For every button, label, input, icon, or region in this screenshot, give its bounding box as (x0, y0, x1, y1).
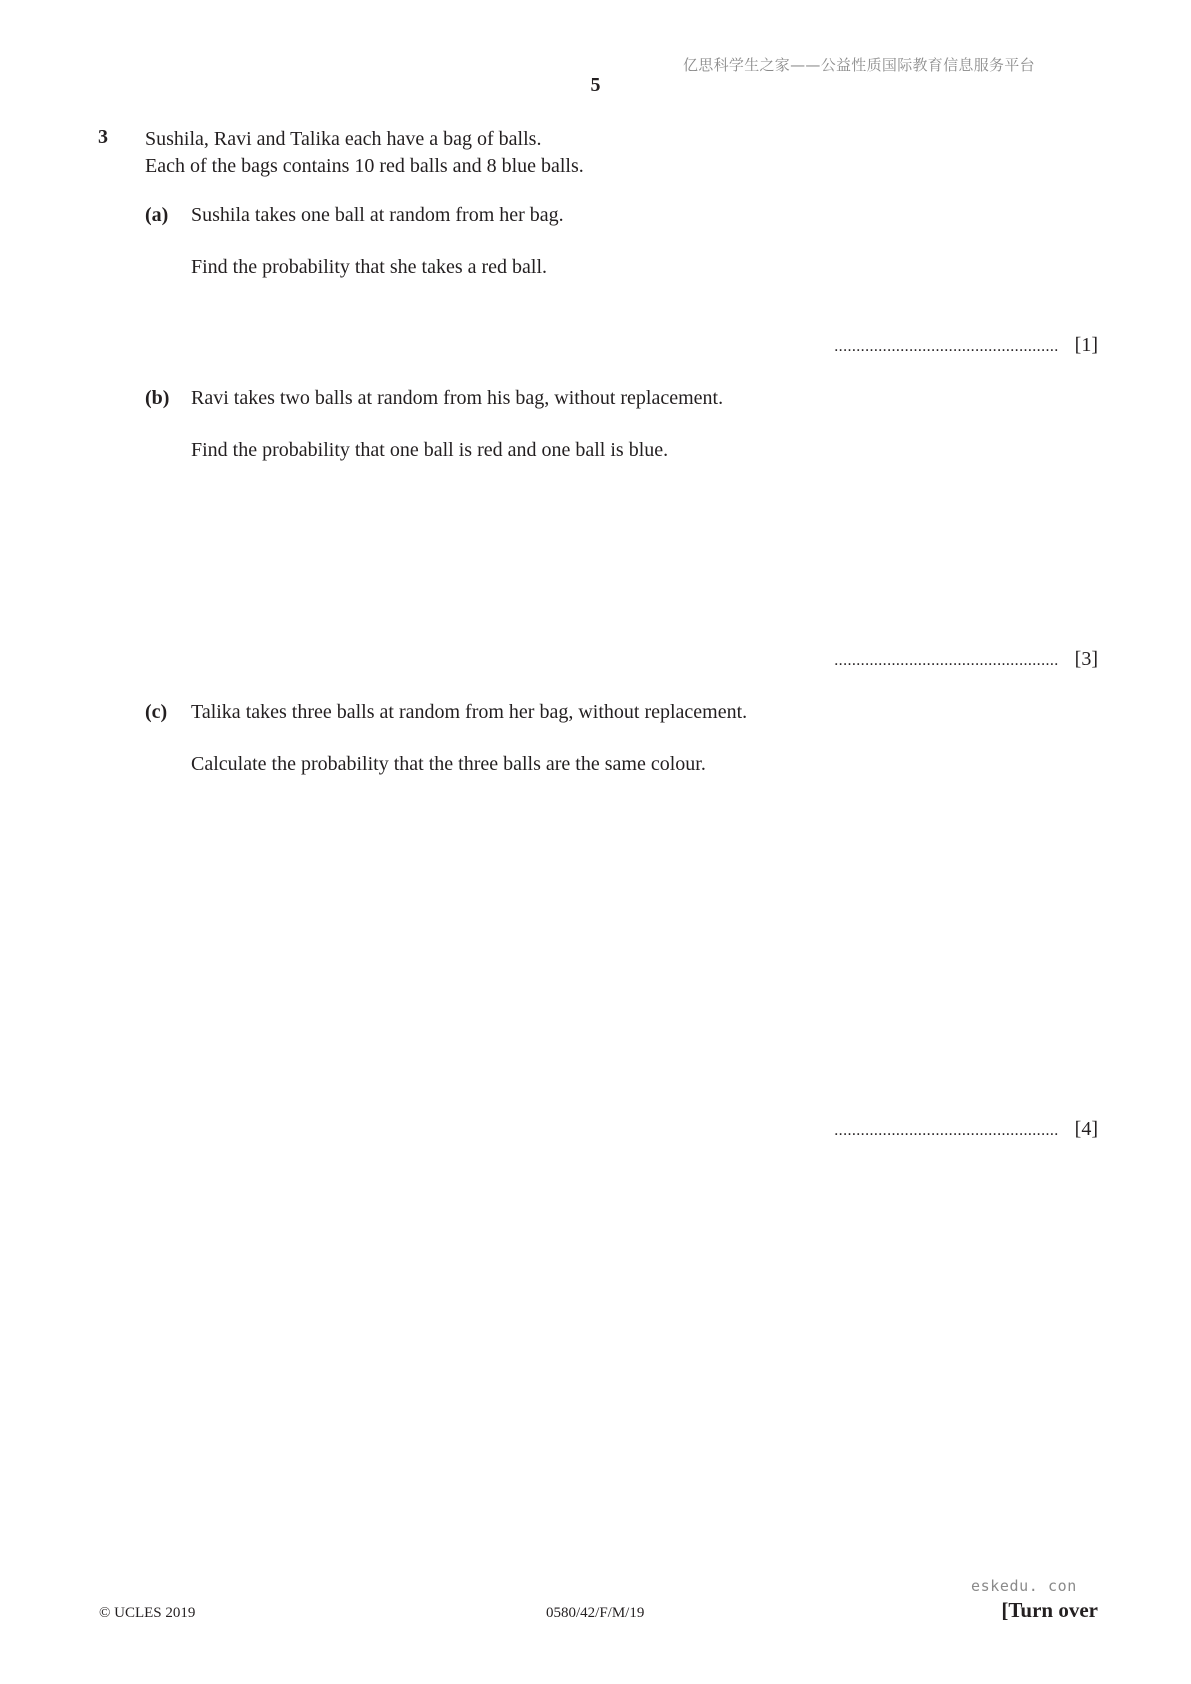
part-b-text-1: Ravi takes two balls at random from his bag, without replacement. (191, 387, 724, 409)
part-a-label: (a) (145, 204, 169, 226)
part-a-answer-line[interactable] (91, 334, 1191, 360)
part-b-answer-line[interactable] (91, 648, 1191, 674)
footer-copyright: © UCLES 2019 (99, 1605, 196, 1621)
part-b-text-2: Find the probability that one ball is red and one ball is blue. (191, 439, 669, 461)
part-c-text-1: Talika takes three balls at random from her bag, without replacement. (191, 701, 748, 723)
part-c-answer-dots[interactable]: ................................................... (834, 1122, 1059, 1139)
header-watermark: 亿思科学生之家——公益性质国际教育信息服务平台 (683, 56, 1035, 74)
footer-paper-code: 0580/42/F/M/19 (546, 1605, 645, 1621)
question-stem (145, 126, 584, 180)
part-c-label: (c) (145, 701, 168, 723)
part-c-answer-line[interactable] (91, 1118, 1191, 1144)
part-a-text-1: Sushila takes one ball at random from her bag. (191, 204, 564, 226)
part-a-marks: [1] (1074, 334, 1098, 356)
part-c-text-2: Calculate the probability that the three balls are the same colour. (191, 753, 706, 775)
question-stem-line-2: Each of the bags contains 10 red balls and 8 blue balls. (145, 155, 584, 177)
turn-over-label: [Turn over (1001, 1598, 1098, 1622)
part-a-text-2: Find the probability that she takes a red ball. (191, 256, 548, 278)
question-stem-line-1: Sushila, Ravi and Talika each have a bag of balls. (145, 128, 542, 150)
page-number: 5 (590, 74, 601, 96)
part-b-label: (b) (145, 387, 170, 409)
question-number: 3 (98, 126, 108, 148)
part-b-answer-dots[interactable]: ................................................... (834, 652, 1059, 669)
part-c-marks: [4] (1074, 1118, 1098, 1140)
part-b-marks: [3] (1074, 648, 1098, 670)
part-a-answer-dots[interactable]: ................................................... (834, 338, 1059, 355)
footer-watermark: eskedu. con (971, 1577, 1077, 1595)
